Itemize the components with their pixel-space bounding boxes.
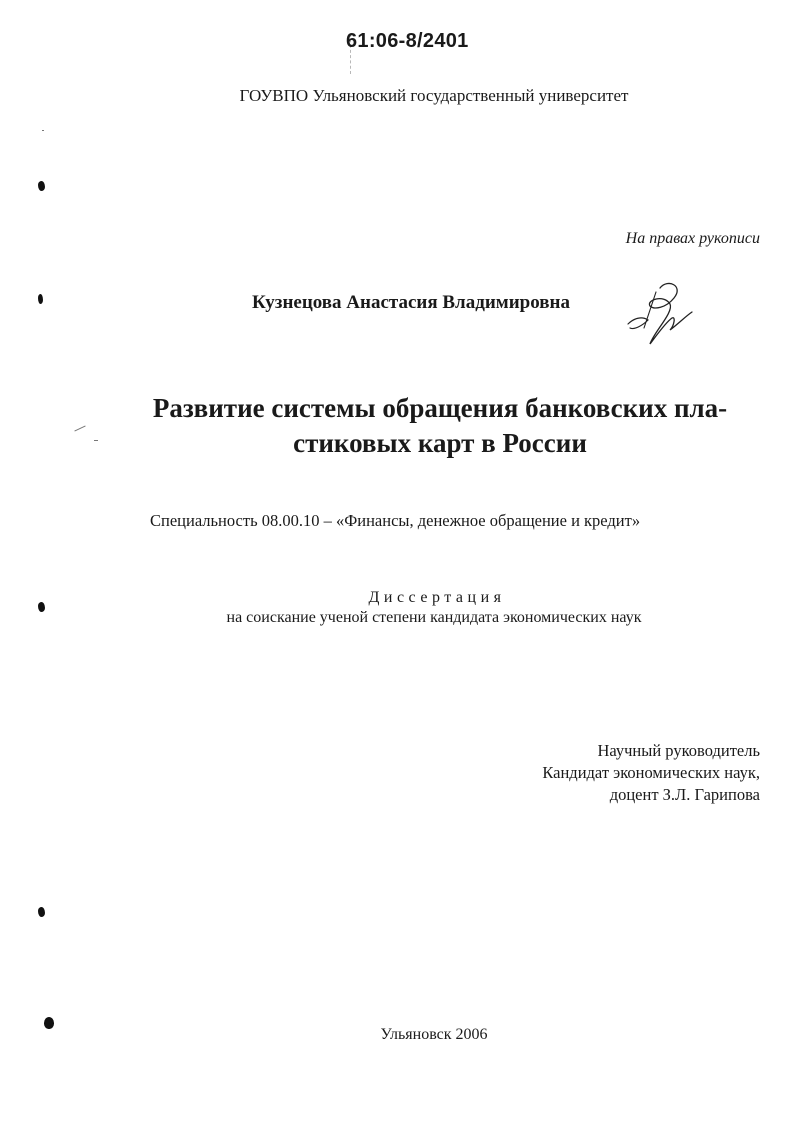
advisor-block xyxy=(542,740,760,806)
dissertation-title xyxy=(100,391,780,461)
author-name: Кузнецова Анастасия Владимировна xyxy=(252,292,570,313)
binder-hole-mark xyxy=(38,294,43,304)
title-line-2: стиковых карт в России xyxy=(293,428,587,458)
catalog-number: 61:06-8/2401 xyxy=(346,30,469,52)
advisor-role: Научный руководитель xyxy=(597,741,760,760)
degree-line: на соискание ученой степени кандидата экономических наук xyxy=(226,609,642,626)
advisor-degree: Кандидат экономических наук, xyxy=(542,763,760,782)
scan-speck xyxy=(94,440,98,441)
manuscript-note: На правах рукописи xyxy=(625,230,760,247)
scan-speck xyxy=(42,130,44,131)
scan-speck xyxy=(74,426,85,432)
title-line-1: Развитие системы обращения банковских пла- xyxy=(152,393,728,423)
binder-hole-mark xyxy=(38,907,45,917)
city-year: Ульяновск 2006 xyxy=(380,1026,488,1043)
specialty-line: Специальность 08.00.10 – «Финансы, денежное обращение и кредит» xyxy=(150,511,641,530)
university-name: ГОУВПО Ульяновский государственный университет xyxy=(239,86,629,105)
binder-hole-mark xyxy=(38,181,45,191)
document-type: Диссертация xyxy=(368,589,506,606)
advisor-name: доцент З.Л. Гарипова xyxy=(609,785,760,804)
signature-image xyxy=(620,280,698,352)
